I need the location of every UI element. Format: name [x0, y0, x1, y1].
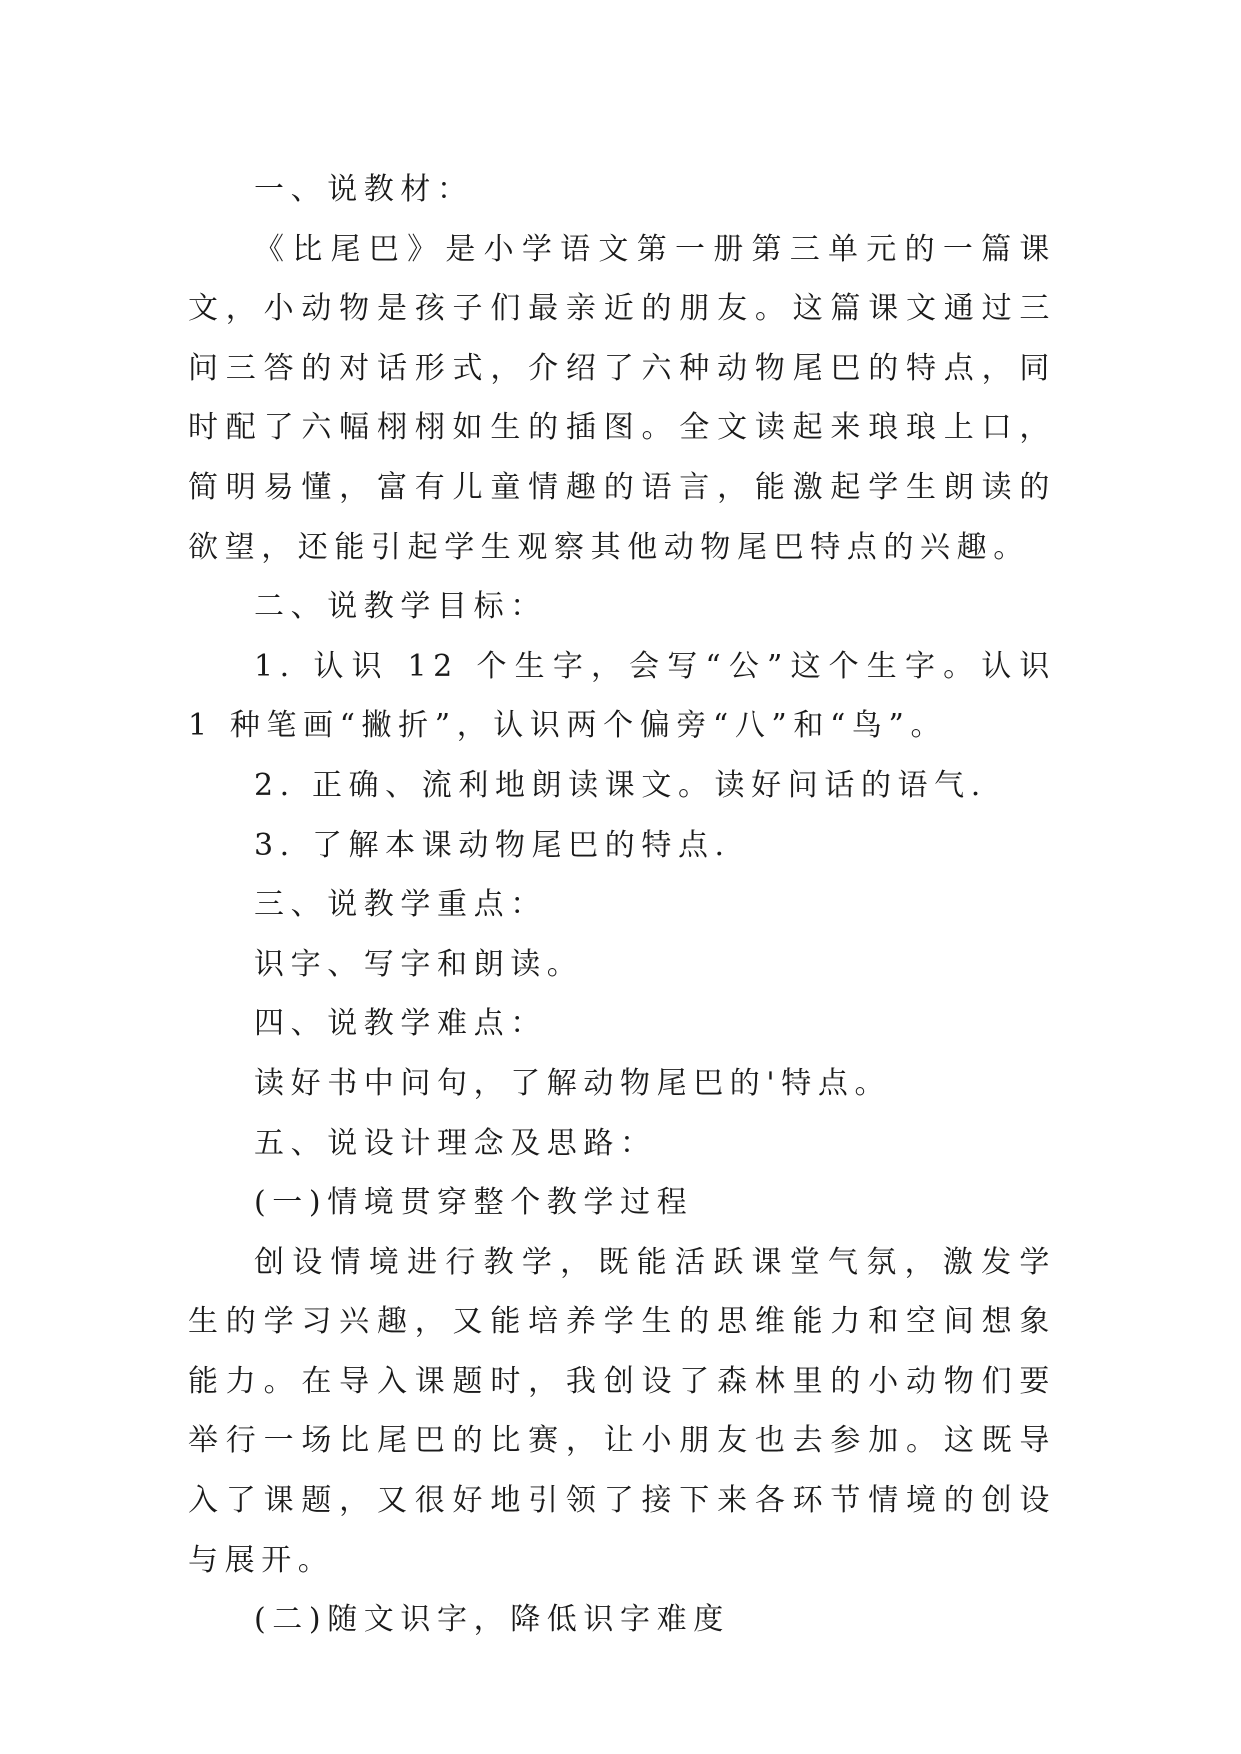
section-heading-design: 五、说设计理念及思路： [254, 1125, 657, 1161]
key-points-text: 识字、写字和朗读。 [254, 946, 584, 982]
paragraph-situation: 创设情境进行教学，既能活跃课堂气氛，激发学生的学习兴趣，又能培养学生的思维能力和空间想象能力。在导入课题时，我创设了森林里的小动物们要举行一场比尾巴的比赛，让小朋友也去参加。这既导入了课题，又很好地引领了接下来各环节情境的创设与展开。 [188, 1244, 1056, 1578]
section-heading-textbook: 一、说教材： [254, 172, 474, 207]
goal-item-3: 3. 了解本课动物尾巴的特点. [254, 827, 731, 863]
section-heading-goals: 二、说教学目标： [254, 589, 547, 625]
section-heading-key-points: 三、说教学重点： [254, 887, 547, 923]
document-page [188, 160, 1056, 1650]
paragraph-textbook-intro: 《比尾巴》是小学语文第一册第三单元的一篇课文，小动物是孩子们最亲近的朋友。这篇课文通过三问三答的对话形式，介绍了六种动物尾巴的特点，同时配了六幅栩栩如生的插图。全文读起来琅琅上口，简明易懂，富有儿童情趣的语言，能激起学生朗读的欲望，还能引起学生观察其他动物尾巴特点的兴趣。 [188, 231, 1056, 565]
goal-item-1: 1. 认识 12 个生字，会写“公”这个生字。认识 1 种笔画“撇折”，认识两个偏旁“八”和“鸟”。 [188, 648, 1056, 744]
subheading-literacy: (二)随文识字，降低识字难度 [254, 1602, 730, 1638]
difficulties-text: 读好书中问句，了解动物尾巴的'特点。 [254, 1065, 892, 1101]
section-heading-difficulties: 四、说教学难点： [254, 1006, 547, 1042]
subheading-situation: (一)情境贯穿整个教学过程 [254, 1185, 694, 1221]
goal-item-2: 2. 正确、流利地朗读课文。读好问话的语气. [254, 767, 987, 803]
